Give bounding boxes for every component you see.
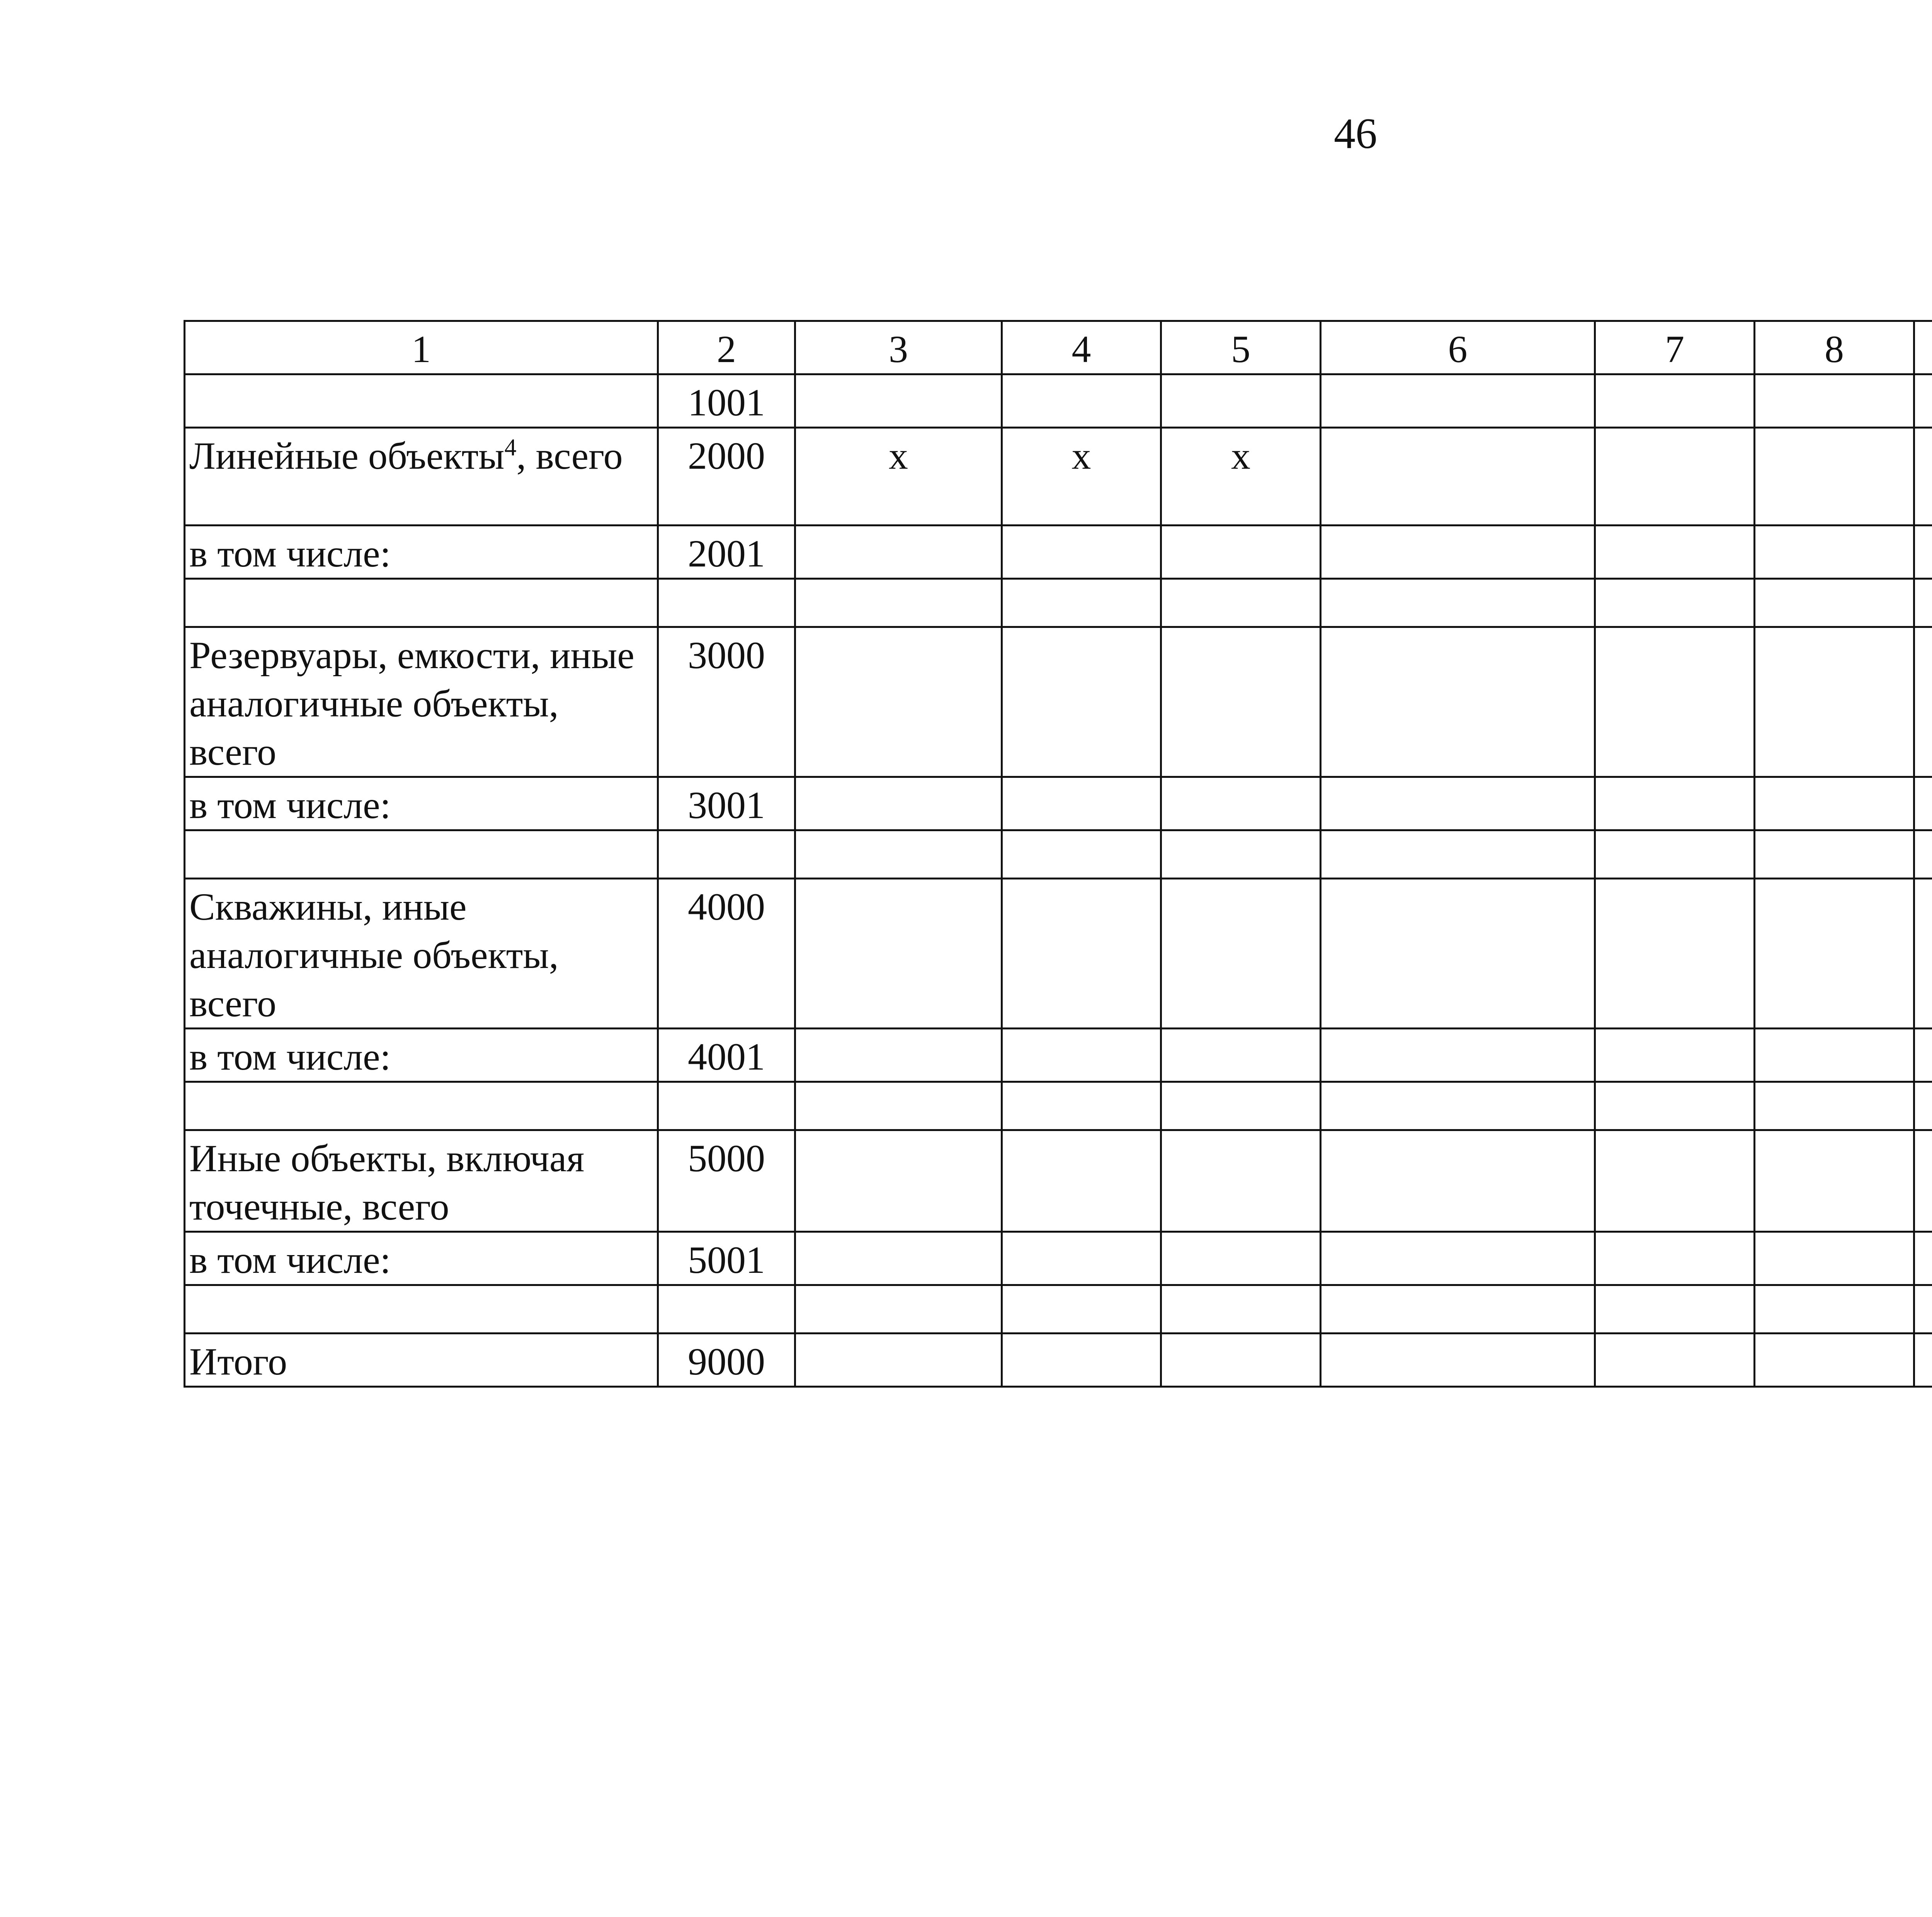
value-cell bbox=[1755, 830, 1914, 879]
value-cell bbox=[1161, 879, 1321, 1029]
column-number-header: 4 bbox=[1002, 321, 1161, 374]
value-cell bbox=[1595, 1285, 1755, 1334]
value-cell bbox=[1321, 627, 1595, 777]
value-cell bbox=[1595, 830, 1755, 879]
value-cell bbox=[1755, 627, 1914, 777]
value-cell bbox=[1914, 526, 1932, 579]
value-cell bbox=[1755, 1232, 1914, 1285]
value-cell bbox=[1161, 374, 1321, 428]
value-cell bbox=[1914, 1285, 1932, 1334]
value-cell bbox=[1321, 1334, 1595, 1387]
row-code-cell bbox=[658, 1285, 795, 1334]
value-cell bbox=[1755, 1130, 1914, 1232]
value-cell bbox=[795, 879, 1002, 1029]
value-cell bbox=[1321, 1029, 1595, 1082]
table-row bbox=[185, 1029, 1932, 1082]
row-code-cell: 2000 bbox=[658, 428, 795, 526]
row-name-cell: в том числе: bbox=[185, 526, 658, 579]
row-code-cell bbox=[658, 579, 795, 627]
value-cell bbox=[1914, 1232, 1932, 1285]
value-cell bbox=[795, 830, 1002, 879]
row-name-cell bbox=[185, 1285, 658, 1334]
table-row bbox=[185, 1082, 1932, 1130]
value-cell bbox=[795, 526, 1002, 579]
value-cell bbox=[1002, 830, 1161, 879]
table-row bbox=[185, 627, 1932, 777]
value-cell bbox=[795, 1082, 1002, 1130]
value-cell bbox=[1002, 1082, 1161, 1130]
value-cell bbox=[795, 579, 1002, 627]
row-name-cell: Скважины, иные аналогичные объекты, всего bbox=[185, 879, 658, 1029]
value-cell bbox=[1755, 1334, 1914, 1387]
table-row bbox=[185, 374, 1932, 428]
value-cell bbox=[1002, 777, 1161, 830]
value-cell bbox=[1755, 879, 1914, 1029]
value-cell bbox=[1595, 374, 1755, 428]
value-cell: x bbox=[1002, 428, 1161, 526]
row-code-cell: 3001 bbox=[658, 777, 795, 830]
value-cell bbox=[1914, 428, 1932, 526]
value-cell bbox=[1002, 1130, 1161, 1232]
table-row bbox=[185, 879, 1932, 1029]
value-cell bbox=[1161, 1232, 1321, 1285]
value-cell bbox=[1161, 1334, 1321, 1387]
value-cell bbox=[1161, 526, 1321, 579]
column-number-header: 6 bbox=[1321, 321, 1595, 374]
value-cell bbox=[1002, 1334, 1161, 1387]
column-number-header: 2 bbox=[658, 321, 795, 374]
table-header-row bbox=[185, 321, 1932, 374]
value-cell bbox=[1755, 428, 1914, 526]
table-row bbox=[185, 526, 1932, 579]
column-number-header: 8 bbox=[1755, 321, 1914, 374]
value-cell bbox=[1321, 777, 1595, 830]
value-cell bbox=[1002, 1285, 1161, 1334]
value-cell bbox=[1321, 374, 1595, 428]
value-cell bbox=[1755, 1029, 1914, 1082]
value-cell bbox=[1002, 579, 1161, 627]
value-cell bbox=[795, 1029, 1002, 1082]
value-cell bbox=[1595, 1029, 1755, 1082]
value-cell bbox=[1002, 526, 1161, 579]
value-cell bbox=[795, 627, 1002, 777]
row-name-cell: Итого bbox=[185, 1334, 658, 1387]
row-name-cell: в том числе: bbox=[185, 1029, 658, 1082]
value-cell bbox=[795, 1232, 1002, 1285]
value-cell bbox=[1321, 879, 1595, 1029]
row-code-cell: 5000 bbox=[658, 1130, 795, 1232]
value-cell bbox=[1595, 579, 1755, 627]
value-cell bbox=[1161, 579, 1321, 627]
value-cell bbox=[1161, 777, 1321, 830]
value-cell bbox=[1914, 374, 1932, 428]
value-cell bbox=[1002, 627, 1161, 777]
value-cell bbox=[1914, 1334, 1932, 1387]
table-row bbox=[185, 777, 1932, 830]
table-row bbox=[185, 428, 1932, 526]
value-cell bbox=[795, 1130, 1002, 1232]
value-cell bbox=[1755, 1082, 1914, 1130]
value-cell bbox=[1161, 627, 1321, 777]
row-name-cell bbox=[185, 374, 658, 428]
page-number: 46 bbox=[1334, 110, 1377, 158]
value-cell bbox=[1755, 1285, 1914, 1334]
row-code-cell: 4000 bbox=[658, 879, 795, 1029]
value-cell bbox=[1161, 1285, 1321, 1334]
table-row-total bbox=[185, 1334, 1932, 1387]
table-row bbox=[185, 1130, 1932, 1232]
row-name-cell bbox=[185, 1082, 658, 1130]
value-cell bbox=[795, 777, 1002, 830]
value-cell bbox=[1595, 1334, 1755, 1387]
value-cell: x bbox=[795, 428, 1002, 526]
value-cell bbox=[1002, 374, 1161, 428]
row-code-cell bbox=[658, 1082, 795, 1130]
table-row bbox=[185, 830, 1932, 879]
value-cell bbox=[795, 1334, 1002, 1387]
value-cell bbox=[1321, 1232, 1595, 1285]
value-cell bbox=[1755, 374, 1914, 428]
value-cell bbox=[1002, 1232, 1161, 1285]
value-cell bbox=[1595, 777, 1755, 830]
row-name-cell bbox=[185, 579, 658, 627]
row-code-cell bbox=[658, 830, 795, 879]
column-number-header: 5 bbox=[1161, 321, 1321, 374]
value-cell bbox=[1914, 879, 1932, 1029]
table-row bbox=[185, 1232, 1932, 1285]
value-cell bbox=[1595, 1232, 1755, 1285]
column-number-header: 1 bbox=[185, 321, 658, 374]
value-cell bbox=[1755, 526, 1914, 579]
column-number-header bbox=[1914, 321, 1932, 374]
value-cell bbox=[1595, 627, 1755, 777]
value-cell bbox=[1755, 777, 1914, 830]
value-cell bbox=[1161, 1130, 1321, 1232]
row-name-cell bbox=[185, 428, 658, 526]
row-name-cell: Резервуары, емкости, иные аналогичные объекты, всего bbox=[185, 627, 658, 777]
value-cell bbox=[1321, 830, 1595, 879]
value-cell bbox=[1914, 1082, 1932, 1130]
row-name-tail: , всего bbox=[516, 434, 623, 477]
value-cell bbox=[1161, 830, 1321, 879]
row-name-cell: Иные объекты, включая точечные, всего bbox=[185, 1130, 658, 1232]
row-code-cell: 9000 bbox=[658, 1334, 795, 1387]
report-table bbox=[184, 320, 1932, 1388]
row-name-text: Линейные объекты bbox=[189, 434, 505, 477]
value-cell bbox=[1321, 526, 1595, 579]
value-cell bbox=[1595, 428, 1755, 526]
value-cell bbox=[1755, 579, 1914, 627]
row-name-cell: в том числе: bbox=[185, 1232, 658, 1285]
value-cell bbox=[795, 1285, 1002, 1334]
value-cell bbox=[1161, 1082, 1321, 1130]
value-cell bbox=[1914, 1130, 1932, 1232]
row-code-cell: 5001 bbox=[658, 1232, 795, 1285]
value-cell bbox=[1321, 1082, 1595, 1130]
value-cell bbox=[1914, 627, 1932, 777]
value-cell bbox=[1321, 579, 1595, 627]
column-number-header: 7 bbox=[1595, 321, 1755, 374]
footnote-marker: 4 bbox=[504, 434, 517, 461]
value-cell bbox=[1914, 579, 1932, 627]
row-code-cell: 2001 bbox=[658, 526, 795, 579]
value-cell bbox=[1914, 777, 1932, 830]
value-cell bbox=[1914, 1029, 1932, 1082]
column-number-header: 3 bbox=[795, 321, 1002, 374]
row-code-cell: 1001 bbox=[658, 374, 795, 428]
value-cell bbox=[1321, 1130, 1595, 1232]
value-cell bbox=[1595, 1082, 1755, 1130]
row-name-cell: в том числе: bbox=[185, 777, 658, 830]
value-cell bbox=[795, 374, 1002, 428]
value-cell: x bbox=[1161, 428, 1321, 526]
value-cell bbox=[1595, 879, 1755, 1029]
value-cell bbox=[1595, 526, 1755, 579]
value-cell bbox=[1161, 1029, 1321, 1082]
value-cell bbox=[1002, 879, 1161, 1029]
value-cell bbox=[1595, 1130, 1755, 1232]
value-cell bbox=[1321, 1285, 1595, 1334]
value-cell bbox=[1321, 428, 1595, 526]
row-code-cell: 3000 bbox=[658, 627, 795, 777]
table-row bbox=[185, 1285, 1932, 1334]
value-cell bbox=[1002, 1029, 1161, 1082]
row-name-cell bbox=[185, 830, 658, 879]
value-cell bbox=[1914, 830, 1932, 879]
table-row bbox=[185, 579, 1932, 627]
row-code-cell: 4001 bbox=[658, 1029, 795, 1082]
